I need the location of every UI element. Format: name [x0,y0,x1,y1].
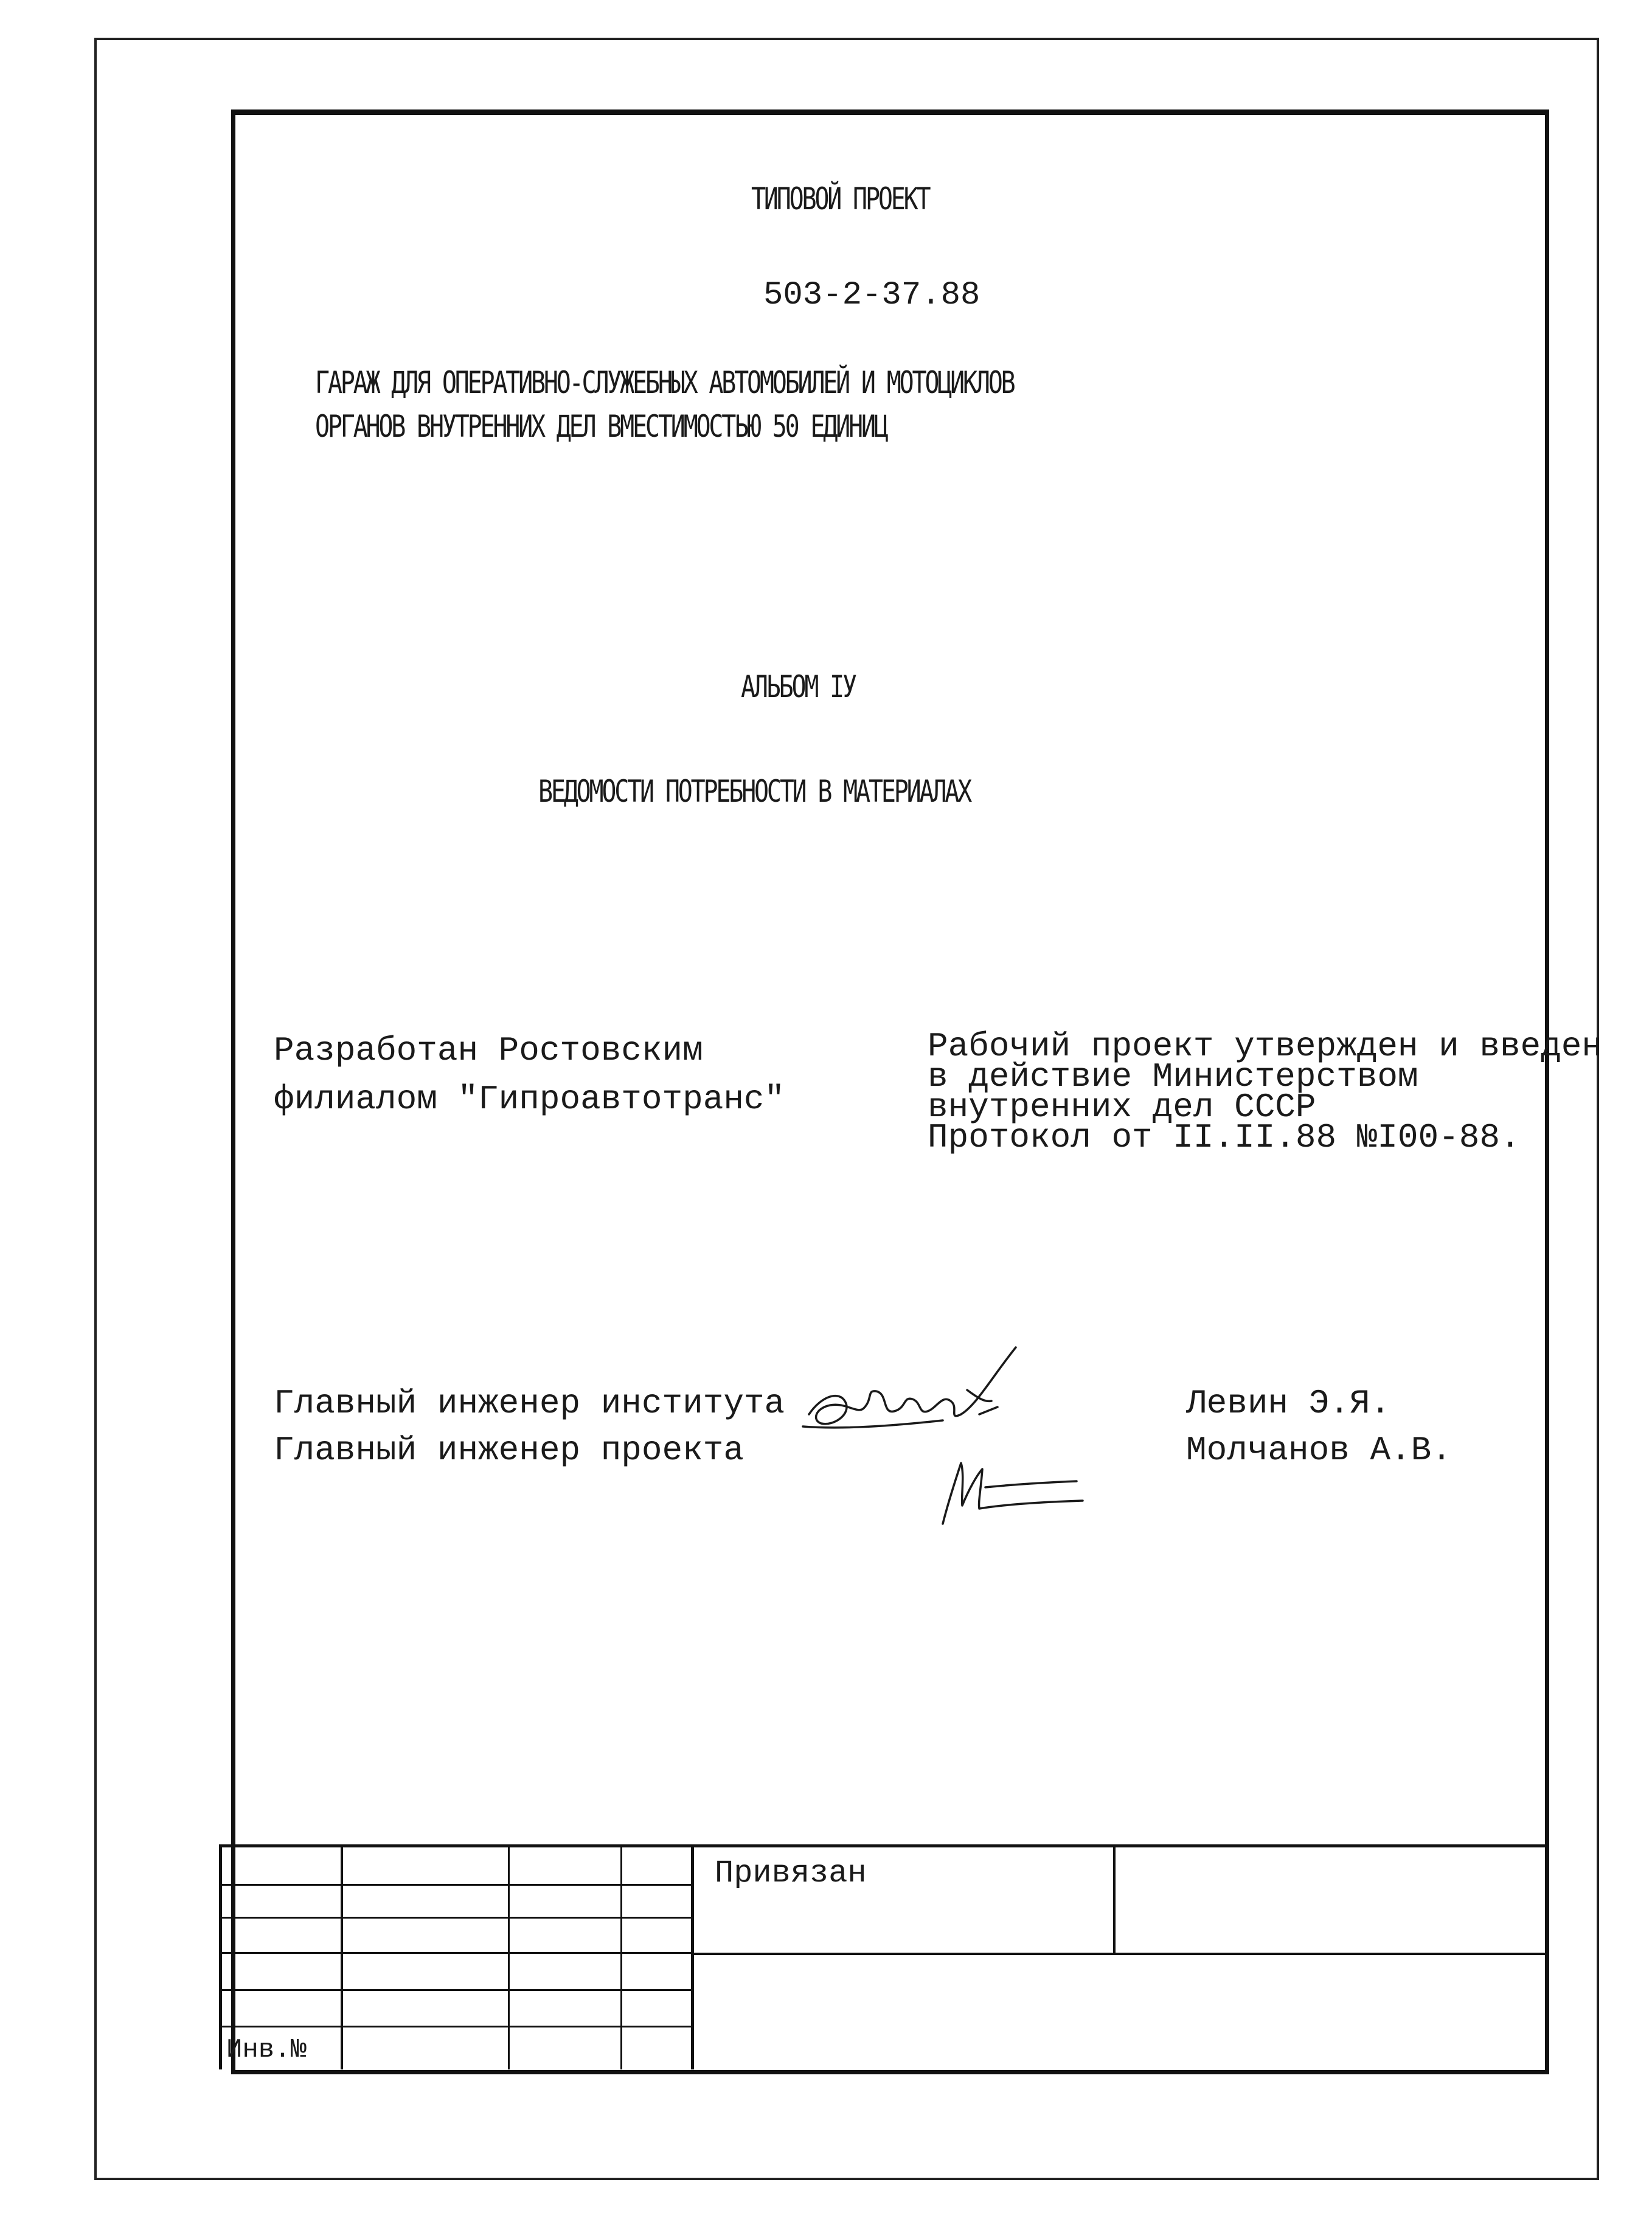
stamp-inventory-label: Инв.№ [226,2035,307,2065]
developer-line-1: Разработан Ростовским [274,1031,703,1070]
title-line-2: ОРГАНОВ ВНУТРЕННИХ ДЕЛ ВМЕСТИМОСТЬЮ 50 ЕДИНИЦ [315,409,887,444]
project-type: ТИПОВОЙ ПРОЕКТ [751,181,929,217]
signature-1-dash [979,1407,998,1414]
signature-2-stroke [943,1463,1083,1524]
developer-line-2: филиалом "Гипроавтотранс" [274,1080,785,1119]
title-line-1: ГАРАЖ ДЛЯ ОПЕРАТИВНО-СЛУЖЕБНЫХ АВТОМОБИЛЕЙ И МОТОЦИКЛОВ [315,365,1014,400]
signatory-role-1: Главный инженер института [274,1384,785,1423]
project-number: 503-2-37.88 [763,277,980,314]
album-subtitle: ВЕДОМОСТИ ПОТРЕБНОСТИ В МАТЕРИАЛАХ [538,774,970,809]
signatory-name-2: Молчанов А.В. [1186,1431,1452,1470]
signatory-role-2: Главный инженер проекта [274,1431,744,1470]
signature-image [797,1323,1125,1548]
stamp-bound-label: Привязан [715,1855,867,1891]
signatory-name-1: Левин Э.Я. [1186,1384,1391,1423]
approval-text: Рабочий проект утвержден и введен в действие Министерством внутренних дел СССР Протокол от II.II.88 №I00-88. [928,1027,1602,1157]
album-label: АЛЬБОМ IУ [741,669,855,704]
signature-2-tail [985,1481,1077,1487]
